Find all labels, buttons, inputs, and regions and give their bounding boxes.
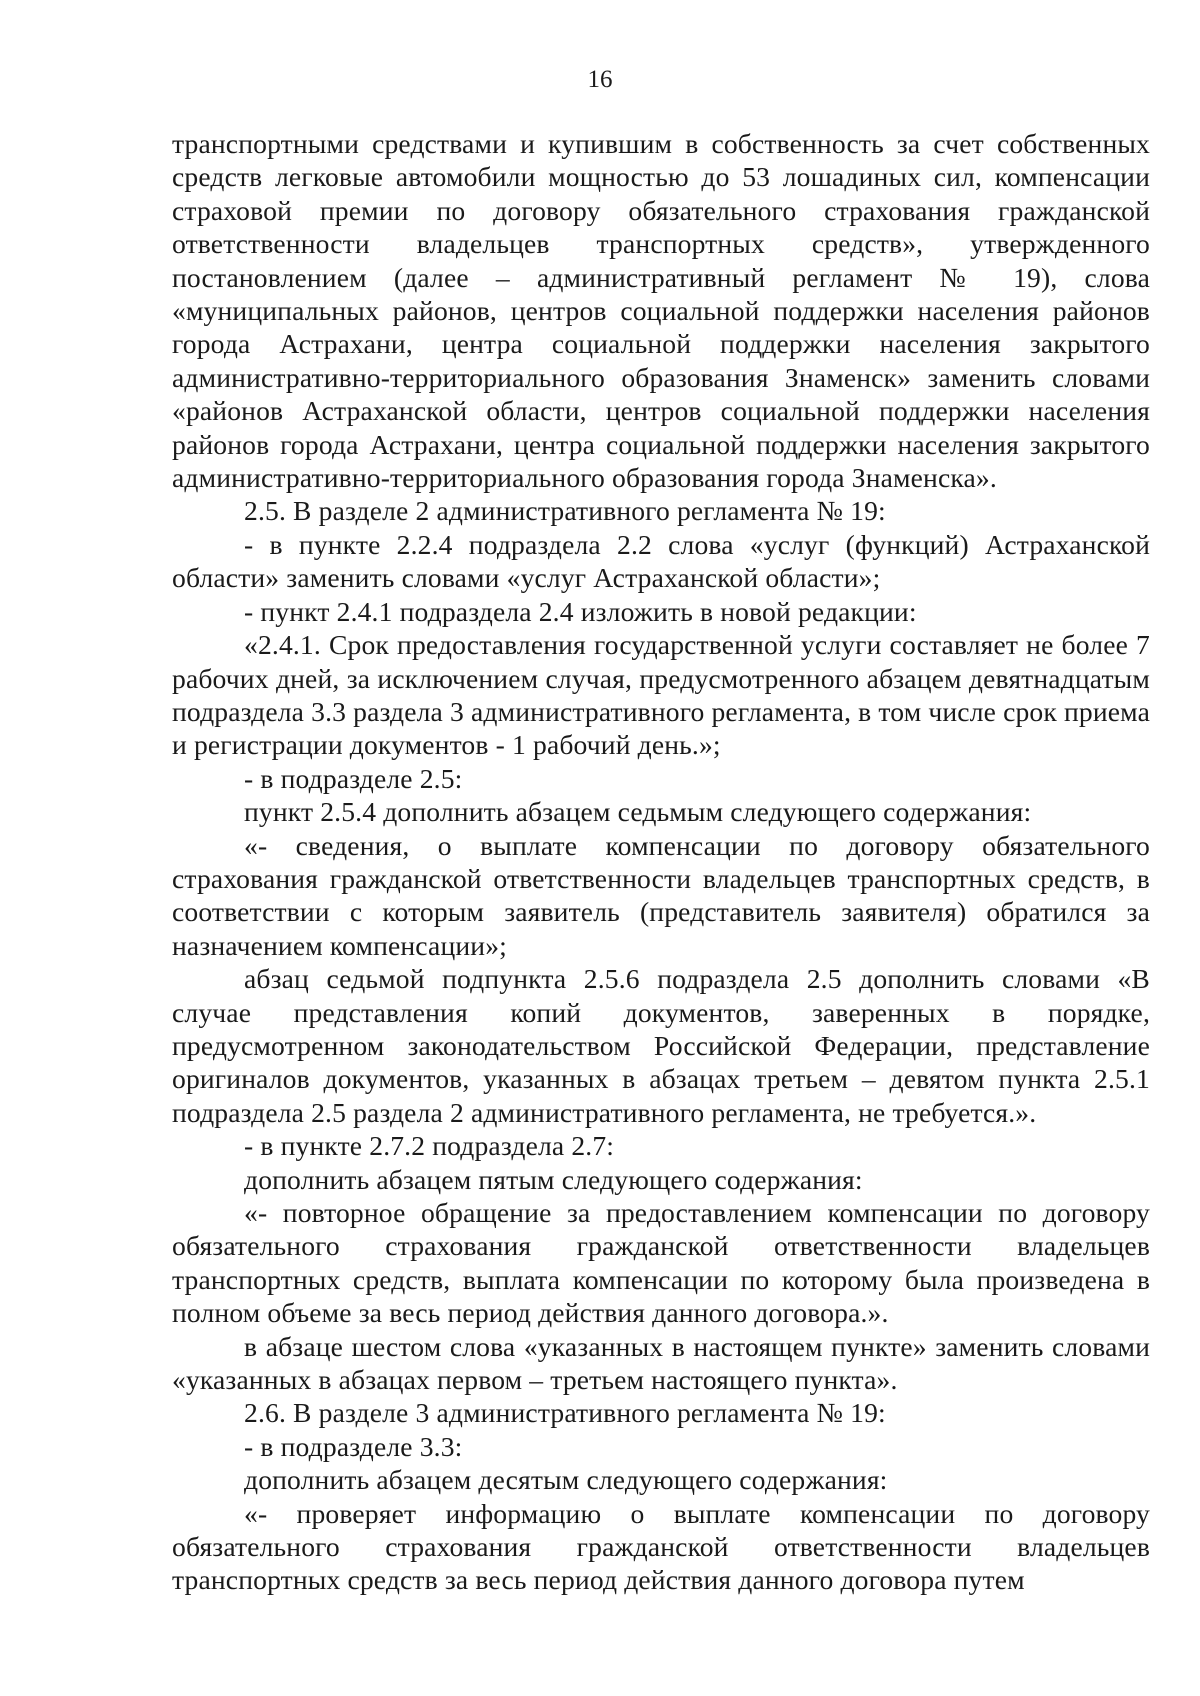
paragraph-2-5-4-text: «- сведения, о выплате компенсации по договору обязательного страхования гражданской ответственности владельцев транспортных средств, в соответствии с которым заявитель (представитель заявителя) обратился за назначением компенсации»; bbox=[172, 829, 1150, 961]
paragraph-2-5-4-intro: пункт 2.5.4 дополнить абзацем седьмым следующего содержания: bbox=[244, 796, 1032, 828]
document-body bbox=[172, 127, 1150, 1597]
paragraph-3-3-add: дополнить абзацем десятым следующего содержания: bbox=[244, 1464, 888, 1496]
paragraph-2-7-2-add: дополнить абзацем пятым следующего содержания: bbox=[244, 1163, 863, 1195]
paragraph-2-6-heading: 2.6. В разделе 3 административного регламента № 19: bbox=[244, 1397, 886, 1429]
paragraph-continuation: транспортными средствами и купившим в собственность за счет собственных средств легковые автомобили мощностью до 53 лошадиных сил, компенсации страховой премии по договору обязательного страхования гражданской ответственности владельцев транспортных средств», утвержденного постановлением (далее – административный регламент № 19), слова «муниципальных районов, центров социальной поддержки населения районов города Астрахани, центра социальной поддержки населения закрытого административно-территориального образования Знаменск» заменить словами «районов Астраханской области, центров социальной поддержки населения районов города Астрахани, центра социальной поддержки населения закрытого административно-территориального образования города Знаменска». bbox=[172, 128, 1150, 494]
paragraph-subsection-3-3: - в подразделе 3.3: bbox=[244, 1430, 463, 1462]
paragraph-3-3-text: «- проверяет информацию о выплате компенсации по договору обязательного страхования гражданской ответственности владельцев транспортных средств за весь период действия данного договора путем bbox=[172, 1497, 1150, 1596]
paragraph-2-7-2-text: «- повторное обращение за предоставлением компенсации по договору обязательного страхования гражданской ответственности владельцев транспортных средств, выплата компенсации по которому была произведена в полном объеме за весь период действия данного договора.». bbox=[172, 1197, 1150, 1329]
paragraph-2-5-heading: 2.5. В разделе 2 административного регламента № 19: bbox=[244, 495, 886, 527]
paragraph-2-4-1-text: «2.4.1. Срок предоставления государственной услуги составляет не более 7 рабочих дней, за исключением случая, предусмотренного абзацем девятнадцатым подраздела 3.3 раздела 3 административного регламента, в том числе срок приема и регистрации документов - 1 рабочий день.»; bbox=[172, 629, 1150, 761]
paragraph-2-7-2-intro: - в пункте 2.7.2 подраздела 2.7: bbox=[244, 1130, 615, 1162]
paragraph-2-2-4: - в пункте 2.2.4 подраздела 2.2 слова «услуг (функций) Астраханской области» заменить словами «услуг Астраханской области»; bbox=[172, 528, 1150, 594]
paragraph-subsection-2-5: - в подразделе 2.5: bbox=[244, 762, 463, 794]
paragraph-2-7-2-sixth: в абзаце шестом слова «указанных в настоящем пункте» заменить словами «указанных в абзацах первом – третьем настоящего пункта». bbox=[172, 1330, 1150, 1396]
paragraph-2-4-1-intro: - пункт 2.4.1 подраздела 2.4 изложить в новой редакции: bbox=[244, 595, 917, 627]
page-number: 16 bbox=[587, 66, 613, 93]
paragraph-2-5-6: абзац седьмой подпункта 2.5.6 подраздела 2.5 дополнить словами «В случае представления копий документов, заверенных в порядке, предусмотренном законодательством Российской Федерации, представление оригиналов документов, указанных в абзацах третьем – девятом пункта 2.5.1 подраздела 2.5 раздела 2 административного регламента, не требуется.». bbox=[172, 963, 1150, 1128]
